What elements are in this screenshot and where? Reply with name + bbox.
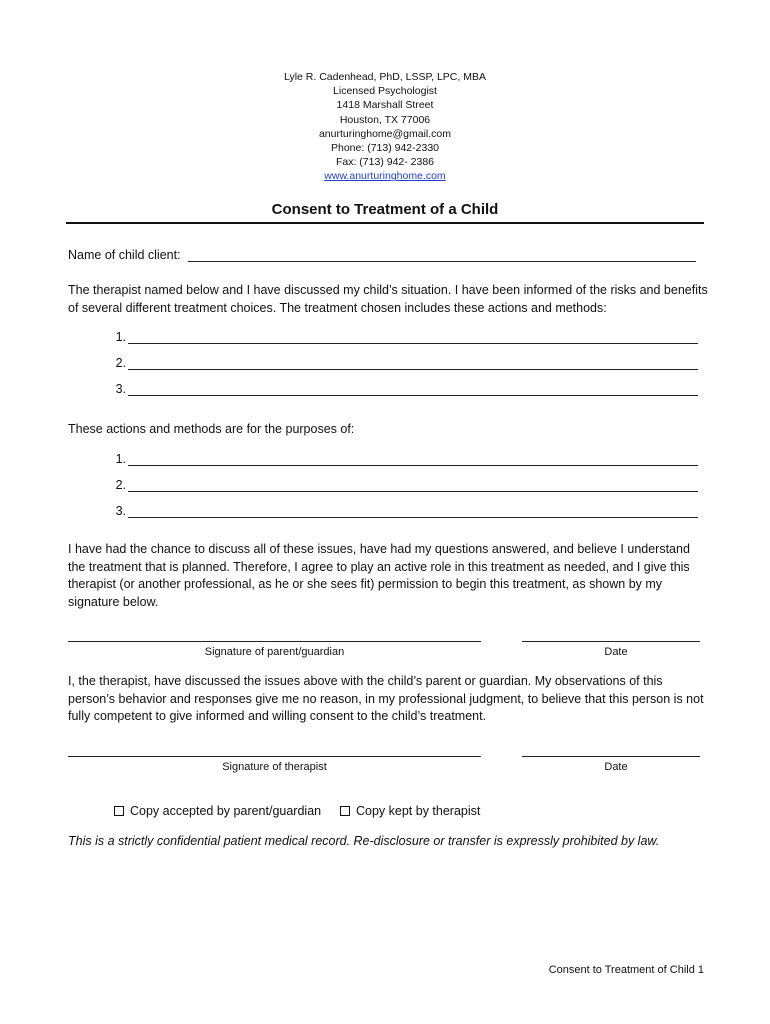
intro-paragraph: The therapist named below and I have discussed my child’s situation. I have been informed of the risks and benefits of several different treatment choices. The treatment chosen includes these actions and methods: xyxy=(68,283,708,315)
page-title: Consent to Treatment of a Child xyxy=(271,201,499,218)
therapist-signature-caption: Signature of therapist xyxy=(222,761,327,773)
practitioner-name: Lyle R. Cadenhead, PhD, LSSP, LPC, MBA xyxy=(284,71,486,83)
consent-paragraph: I have had the chance to discuss all of these issues, have had my questions answered, and believe I understand the treatment that is planned. Therefore, I agree to play an active role in this treatment as needed, and I give this therapist (or another professional, as he or she sees fit) permission to begin this treatment, as shown by my signature below. xyxy=(68,542,690,609)
email-address: anurturinghome@gmail.com xyxy=(318,127,452,140)
copy-accepted-label: Copy accepted by parent/guardian xyxy=(130,804,322,818)
parent-signature-caption: Signature of parent/guardian xyxy=(204,646,345,658)
copy-kept-option[interactable] xyxy=(340,804,480,818)
method-number-2: 2. xyxy=(115,356,126,370)
therapist-paragraph: I, the therapist, have discussed the issues above with the child’s parent or guardian. My observations of this person’s behavior and responses give me no reason, in my professional judgment, to believe that this person is not fully competent to give informed and willing consent to the child’s treatment. xyxy=(68,674,704,723)
purpose-field-2[interactable] xyxy=(128,491,698,492)
letterhead xyxy=(0,70,770,184)
copy-kept-checkbox[interactable] xyxy=(340,806,350,816)
method-field-3[interactable] xyxy=(128,395,698,396)
child-name-field[interactable] xyxy=(188,261,696,262)
parent-date-field[interactable] xyxy=(522,641,700,642)
copy-kept-label: Copy kept by therapist xyxy=(356,804,481,818)
website-link[interactable]: www.anurturinghome.com xyxy=(324,170,446,183)
method-field-2[interactable] xyxy=(128,369,698,370)
purpose-field-1[interactable] xyxy=(128,465,698,466)
method-number-3: 3. xyxy=(115,382,126,396)
copy-accepted-checkbox[interactable] xyxy=(114,806,124,816)
fax-number: Fax: (713) 942- 2386 xyxy=(335,156,435,169)
purpose-number-1: 1. xyxy=(115,452,126,466)
purposes-label: These actions and methods are for the purposes of: xyxy=(68,422,355,436)
method-number-1: 1. xyxy=(115,330,126,344)
street-address: 1418 Marshall Street xyxy=(336,99,434,112)
title-divider xyxy=(66,222,704,224)
phone-number: Phone: (713) 942-2330 xyxy=(331,142,439,155)
page-footer: Consent to Treatment of Child 1 xyxy=(548,964,704,976)
parent-date-caption: Date xyxy=(604,646,628,658)
purpose-number-3: 3. xyxy=(115,504,126,518)
child-name-label: Name of child client: xyxy=(68,248,181,262)
therapist-date-caption: Date xyxy=(604,761,628,773)
practitioner-title: Licensed Psychologist xyxy=(333,85,437,98)
method-field-1[interactable] xyxy=(128,343,698,344)
confidentiality-notice: This is a strictly confidential patient medical record. Re-disclosure or transfer is expressly prohibited by law. xyxy=(68,834,660,848)
parent-signature-field[interactable] xyxy=(68,641,481,642)
city-address: Houston, TX 77006 xyxy=(339,113,431,126)
therapist-date-field[interactable] xyxy=(522,756,700,757)
copy-accepted-option[interactable] xyxy=(114,804,321,818)
purpose-number-2: 2. xyxy=(115,478,126,492)
purpose-field-3[interactable] xyxy=(128,517,698,518)
therapist-signature-field[interactable] xyxy=(68,756,481,757)
